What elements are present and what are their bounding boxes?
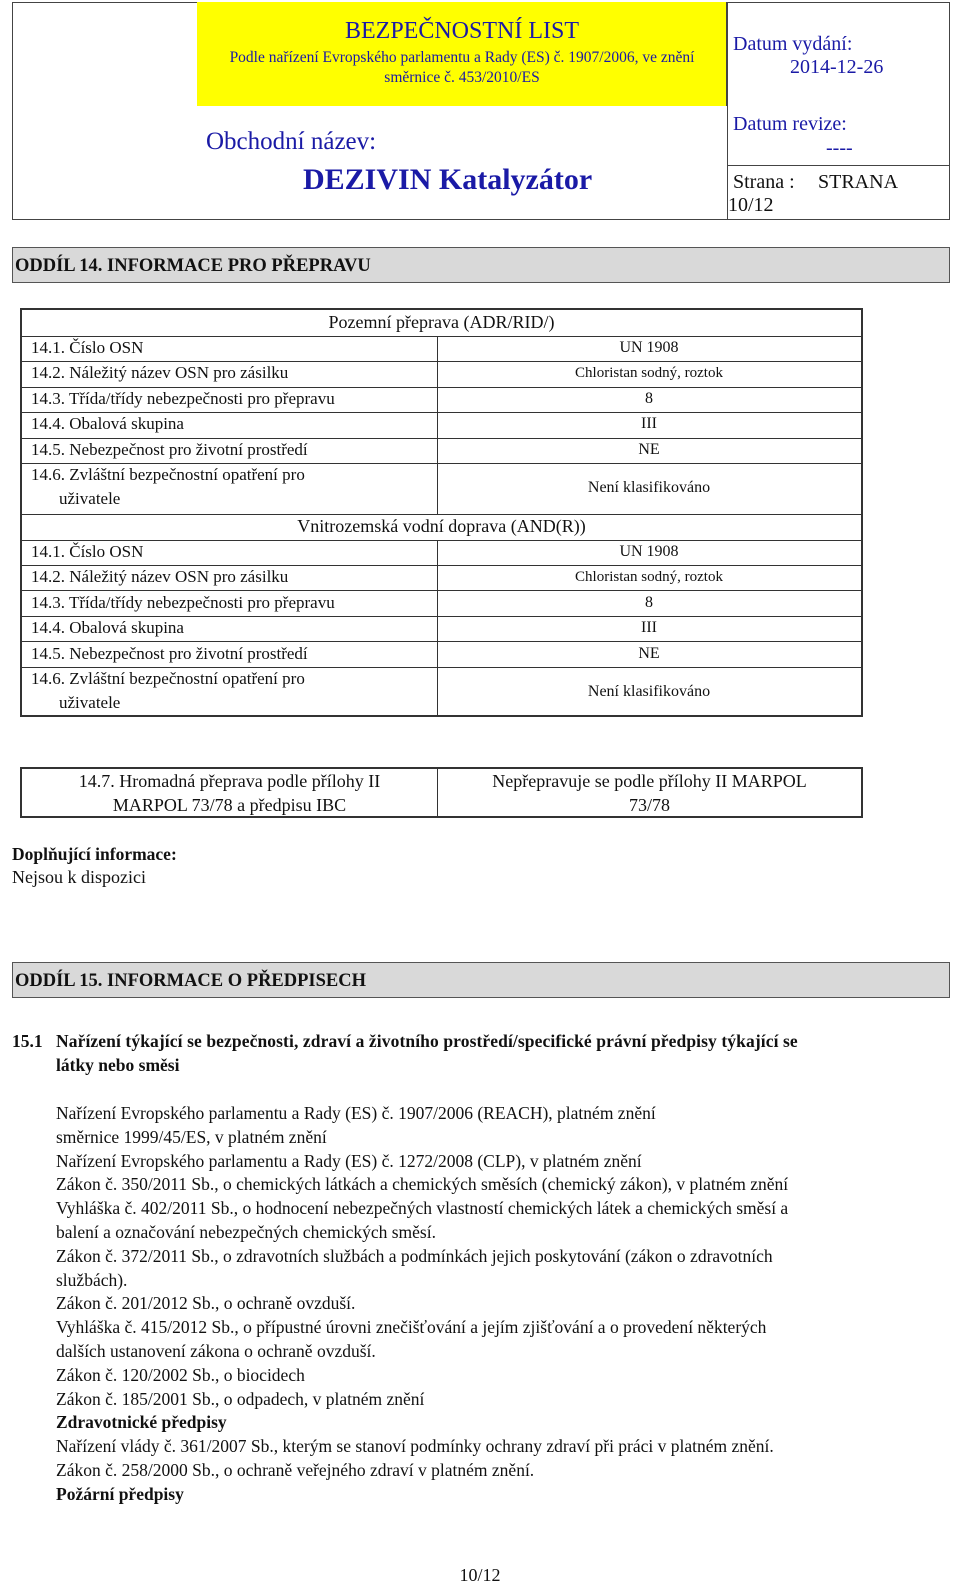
inland-row-label: 14.2. Náležitý název OSN pro zásilku	[31, 567, 289, 586]
regulation-line: Podle nařízení Evropského parlamentu a Rady (ES) č. 1907/2006, ve znění	[229, 49, 695, 66]
regulation-item: Zákon č. 120/2002 Sb., o biocidech	[56, 1364, 305, 1385]
supplementary-info-text: Nejsou k dispozici	[12, 867, 146, 887]
trade-name-label: Obchodní název:	[206, 128, 377, 155]
inland-row-label: 14.4. Obalová skupina	[31, 618, 184, 637]
inland-row-value: UN 1908	[619, 543, 679, 560]
land-row-value: Není klasifikováno	[587, 479, 711, 496]
regulation-item: Vyhláška č. 415/2012 Sb., o přípustné úrovni znečišťování a jejím zjišťování a o provedení některých	[56, 1317, 767, 1338]
land-row-label: 14.3. Třída/třídy nebezpečnosti pro přepravu	[31, 389, 335, 408]
land-transport-heading: Pozemní přeprava (ADR/RID/)	[328, 312, 555, 332]
land-row-label: uživatele	[59, 489, 121, 508]
revision-label: Datum revize:	[733, 113, 847, 135]
inland-row-value: Není klasifikováno	[587, 683, 711, 700]
inland-row-label: 14.6. Zvláštní bezpečnostní opatření pro	[31, 669, 305, 688]
subsection-heading-line: látky nebo směsi	[56, 1054, 180, 1075]
document-title: BEZPEČNOSTNÍ LIST	[345, 18, 579, 44]
regulation-item: směrnice 1999/45/ES, v platném znění	[56, 1126, 327, 1147]
page-label: Strana :	[733, 171, 795, 193]
table-rule	[22, 616, 861, 617]
inland-row-value: 8	[645, 594, 653, 611]
subsection-number: 15.1	[12, 1031, 43, 1051]
land-row-value: UN 1908	[619, 339, 679, 356]
section-15-heading: ODDÍL 15. INFORMACE O PŘEDPISECH	[12, 962, 950, 998]
regulation-item: Zákon č. 372/2011 Sb., o zdravotních službách a podmínkách jejich poskytování (zákon o zdravotních	[56, 1245, 773, 1266]
land-row-value: Chloristan sodný, roztok	[575, 365, 723, 381]
section-14-heading: ODDÍL 14. INFORMACE PRO PŘEPRAVU	[12, 247, 950, 283]
regulation-item: Nařízení Evropského parlamentu a Rady (ES) č. 1272/2008 (CLP), v platném znění	[56, 1150, 642, 1171]
land-row-value: NE	[638, 441, 660, 458]
table-rule	[22, 463, 861, 464]
table-rule	[22, 641, 861, 642]
table-rule	[22, 412, 861, 413]
land-row-value: 8	[645, 390, 653, 407]
fire-regulations-heading: Požární předpisy	[56, 1483, 184, 1504]
table-rule	[22, 565, 861, 566]
bulk-value-line: 73/78	[628, 795, 670, 815]
revision-value: ----	[826, 137, 853, 159]
regulation-item: Vyhláška č. 402/2011 Sb., o hodnocení nebezpečných vlastností chemických látek a chemických směsí a	[56, 1198, 789, 1219]
issue-date: 2014-12-26	[790, 56, 884, 78]
page-value: STRANA	[818, 171, 899, 193]
supplementary-info-label: Doplňující informace:	[12, 844, 177, 864]
table-column-rule	[437, 541, 438, 716]
regulation-item: balení a označování nebezpečných chemických směsí.	[56, 1221, 436, 1242]
bulk-label-line: 14.7. Hromadná přeprava podle přílohy II	[78, 771, 381, 791]
land-row-label: 14.2. Náležitý název OSN pro zásilku	[31, 363, 289, 382]
regulations-list	[56, 1102, 950, 1507]
land-row-value: III	[641, 415, 657, 432]
land-row-label: 14.1. Číslo OSN	[31, 338, 144, 357]
inland-row-label: 14.5. Nebezpečnost pro životní prostředí	[31, 644, 308, 663]
table-rule	[22, 438, 861, 439]
bulk-transport-value	[438, 769, 861, 817]
bulk-label-line: MARPOL 73/78 a předpisu IBC	[112, 795, 347, 815]
inland-row-value: Chloristan sodný, roztok	[575, 569, 723, 585]
land-row-label: 14.4. Obalová skupina	[31, 414, 184, 433]
table-rule	[22, 361, 861, 362]
header-divider	[727, 165, 950, 166]
health-regulations-heading: Zdravotnické předpisy	[56, 1412, 227, 1433]
inland-row-label: 14.1. Číslo OSN	[31, 542, 144, 561]
bulk-value-line: Nepřepravuje se podle přílohy II MARPOL	[492, 771, 807, 791]
table-rule	[22, 667, 861, 668]
table-rule	[22, 336, 861, 337]
regulation-item: Zákon č. 185/2001 Sb., o odpadech, v platném znění	[56, 1388, 425, 1409]
header-divider	[727, 2, 728, 220]
regulation-item: službách).	[56, 1269, 128, 1290]
inland-transport-heading: Vnitrozemská vodní doprava (AND(R))	[297, 516, 586, 536]
subsection-heading-line: Nařízení týkající se bezpečnosti, zdraví a životního prostředí/specifické právní předpisy týkající se	[56, 1031, 798, 1051]
subsection-heading	[56, 1030, 950, 1078]
table-rule	[22, 540, 861, 541]
page-number: 10/12	[728, 194, 774, 216]
table-column-rule	[437, 337, 438, 515]
table-rule	[22, 387, 861, 388]
table-rule	[22, 514, 861, 515]
regulation-line: směrnice č. 453/2010/ES	[384, 69, 540, 86]
regulation-item: Zákon č. 350/2011 Sb., o chemických látkách a chemických směsích (chemický zákon), v platném znění	[56, 1174, 789, 1195]
footer-page-number: 10/12	[459, 1565, 501, 1585]
inland-row-value: NE	[638, 645, 660, 662]
land-row-label: 14.6. Zvláštní bezpečnostní opatření pro	[31, 465, 305, 484]
regulation-item: Zákon č. 201/2012 Sb., o ochraně ovzduší.	[56, 1293, 356, 1314]
land-row-label: 14.5. Nebezpečnost pro životní prostředí	[31, 440, 308, 459]
inland-row-label: 14.3. Třída/třídy nebezpečnosti pro přepravu	[31, 593, 335, 612]
regulation-item: Nařízení Evropského parlamentu a Rady (ES) č. 1907/2006 (REACH), platném znění	[56, 1103, 656, 1123]
regulation-item: Nařízení vlády č. 361/2007 Sb., kterým se stanoví podmínky ochrany zdraví při práci v platném znění.	[56, 1436, 774, 1457]
inland-row-label: uživatele	[59, 693, 121, 712]
regulation-item: Zákon č. 258/2000 Sb., o ochraně veřejného zdraví v platném znění.	[56, 1459, 535, 1480]
inland-row-value: III	[641, 619, 657, 636]
bulk-transport-label	[22, 769, 437, 817]
table-rule	[22, 590, 861, 591]
trade-name: DEZIVIN Katalyzátor	[303, 163, 593, 196]
issue-date-label: Datum vydání:	[733, 33, 853, 55]
regulation-item: dalších ustanovení zákona o ochraně ovzduší.	[56, 1340, 376, 1361]
